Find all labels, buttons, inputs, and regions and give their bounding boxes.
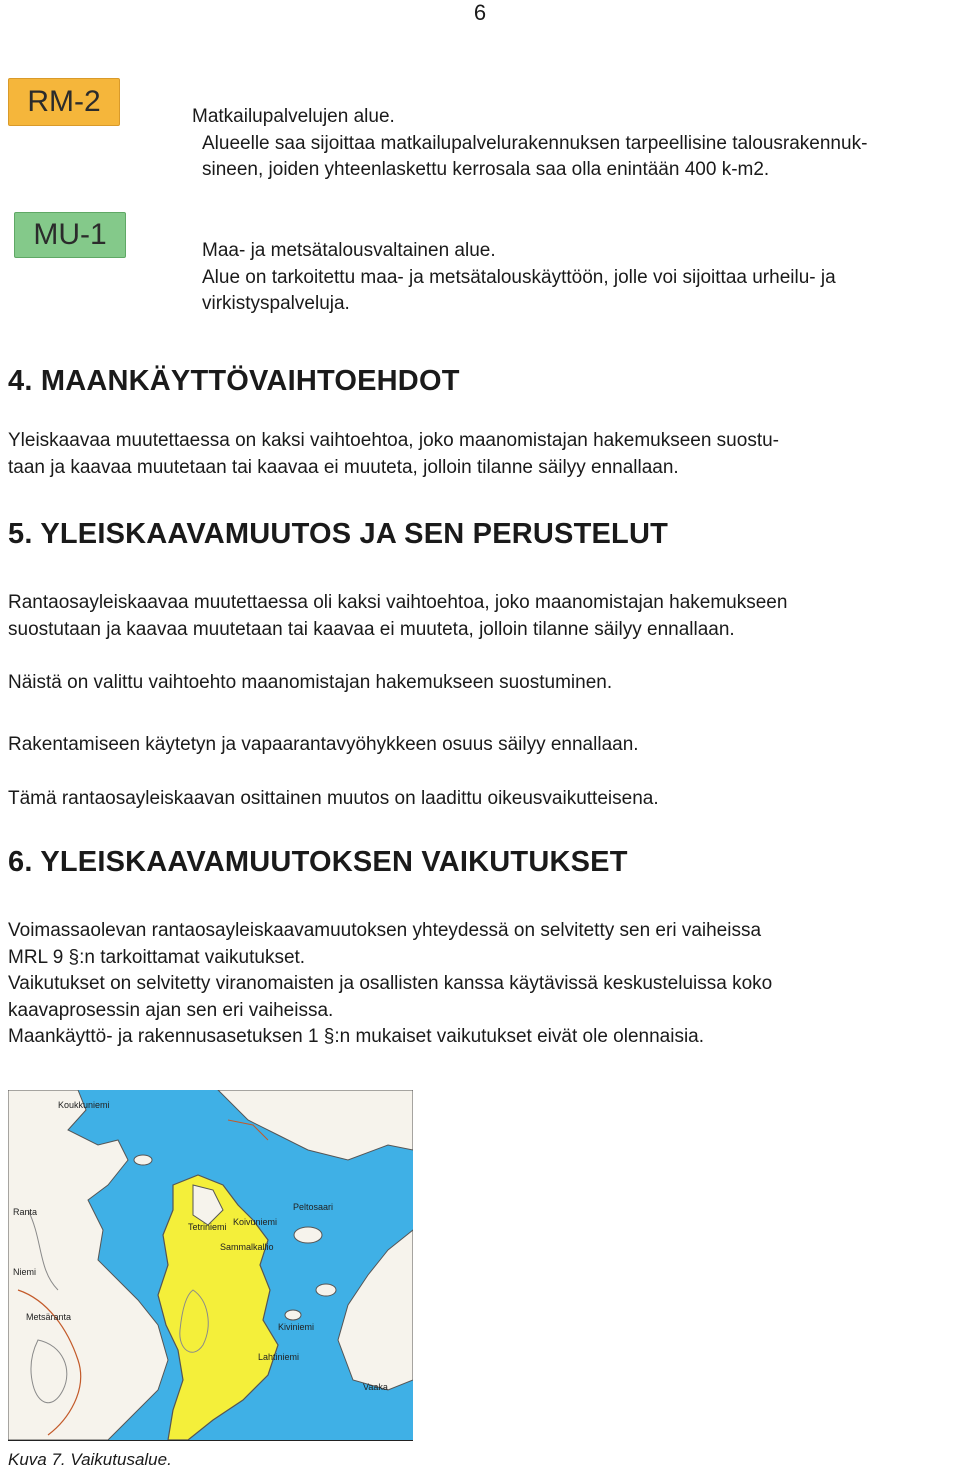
section-6-paragraph bbox=[8, 918, 772, 1051]
text-line: Maankäyttö- ja rakennusasetuksen 1 §:n mukaiset vaikutukset eivät ole olennaisia. bbox=[8, 1026, 705, 1047]
mu1-legend-swatch: MU-1 bbox=[14, 212, 126, 258]
impact-area-map bbox=[8, 1090, 413, 1441]
map-label: Koivuniemi bbox=[233, 1217, 278, 1227]
map-label: Peltosaari bbox=[293, 1202, 334, 1212]
mu1-text-line: virkistyspalveluja. bbox=[202, 293, 350, 314]
rm2-description bbox=[192, 104, 867, 184]
text-line: kaavaprosessin ajan sen eri vaiheissa. bbox=[8, 999, 334, 1021]
text-line: Rantaosayleiskaavaa muutettaessa oli kaksi vaihtoehtoa, joko maanomistajan hakemukseen bbox=[8, 592, 788, 613]
section-5-paragraph-4: Tämä rantaosayleiskaavan osittainen muutos on laadittu oikeusvaikutteisena. bbox=[8, 788, 659, 809]
figure-caption: Kuva 7. Vaikutusalue. bbox=[8, 1450, 172, 1469]
map-label: Ranta bbox=[13, 1207, 38, 1217]
mu1-title: Maa- ja metsätalousvaltainen alue. bbox=[202, 240, 496, 261]
map-label: Tetriniemi bbox=[188, 1222, 227, 1232]
map-island bbox=[316, 1284, 336, 1296]
page-number: 6 bbox=[473, 0, 487, 25]
map-label: Kiviniemi bbox=[278, 1322, 315, 1332]
text-line: Vaikutukset on selvitetty viranomaisten ja osallisten kanssa käytävissä keskusteluissa koko bbox=[8, 973, 773, 994]
map-label: Sammalkallio bbox=[220, 1242, 274, 1252]
map-island bbox=[285, 1310, 301, 1320]
rm2-text-line: Alueelle saa sijoittaa matkailupalvelurakennuksen tarpeellisine talousrakennuk- bbox=[202, 132, 868, 154]
map-island bbox=[134, 1155, 152, 1165]
section-5-paragraph-3: Rakentamiseen käytetyn ja vapaarantavyöhykkeen osuus säilyy ennallaan. bbox=[8, 734, 639, 755]
map-label: Niemi bbox=[13, 1267, 37, 1277]
map-label: Lahtiniemi bbox=[258, 1352, 300, 1362]
section-4-heading: 4. MAANKÄYTTÖVAIHTOEHDOT bbox=[8, 365, 460, 397]
map-label: Vaaka bbox=[363, 1382, 388, 1392]
map-label: Koukkuniemi bbox=[58, 1100, 110, 1110]
section-4-paragraph bbox=[8, 428, 779, 481]
mu1-description bbox=[202, 238, 836, 318]
map-svg bbox=[8, 1090, 413, 1440]
text-line: Yleiskaavaa muutettaessa on kaksi vaihtoehtoa, joko maanomistajan hakemukseen suostu- bbox=[8, 430, 779, 451]
map-label: Metsäranta bbox=[26, 1312, 72, 1322]
rm2-legend-swatch: RM-2 bbox=[8, 78, 120, 126]
section-6-heading: 6. YLEISKAAVAMUUTOKSEN VAIKUTUKSET bbox=[8, 846, 628, 878]
map-island bbox=[294, 1227, 322, 1243]
rm2-text-line: sineen, joiden yhteenlaskettu kerrosala saa olla enintään 400 k-m2. bbox=[202, 159, 770, 180]
text-line: suostutaan ja kaavaa muutetaan tai kaavaa ei muuteta, jolloin tilanne säilyy ennallaan. bbox=[8, 618, 735, 640]
mu1-text-line: Alue on tarkoitettu maa- ja metsätalouskäyttöön, jolle voi sijoittaa urheilu- ja bbox=[202, 266, 836, 288]
section-5-heading: 5. YLEISKAAVAMUUTOS JA SEN PERUSTELUT bbox=[8, 518, 668, 550]
text-line: MRL 9 §:n tarkoittamat vaikutukset. bbox=[8, 946, 306, 968]
text-line: taan ja kaavaa muutetaan tai kaavaa ei muuteta, jolloin tilanne säilyy ennallaan. bbox=[8, 456, 679, 478]
rm2-title: Matkailupalvelujen alue. bbox=[192, 106, 395, 127]
text-line: Voimassaolevan rantaosayleiskaavamuutoksen yhteydessä on selvitetty sen eri vaiheissa bbox=[8, 920, 762, 941]
section-5-paragraph-2: Näistä on valittu vaihtoehto maanomistajan hakemukseen suostuminen. bbox=[8, 672, 613, 693]
section-5-paragraph-1 bbox=[8, 590, 787, 643]
